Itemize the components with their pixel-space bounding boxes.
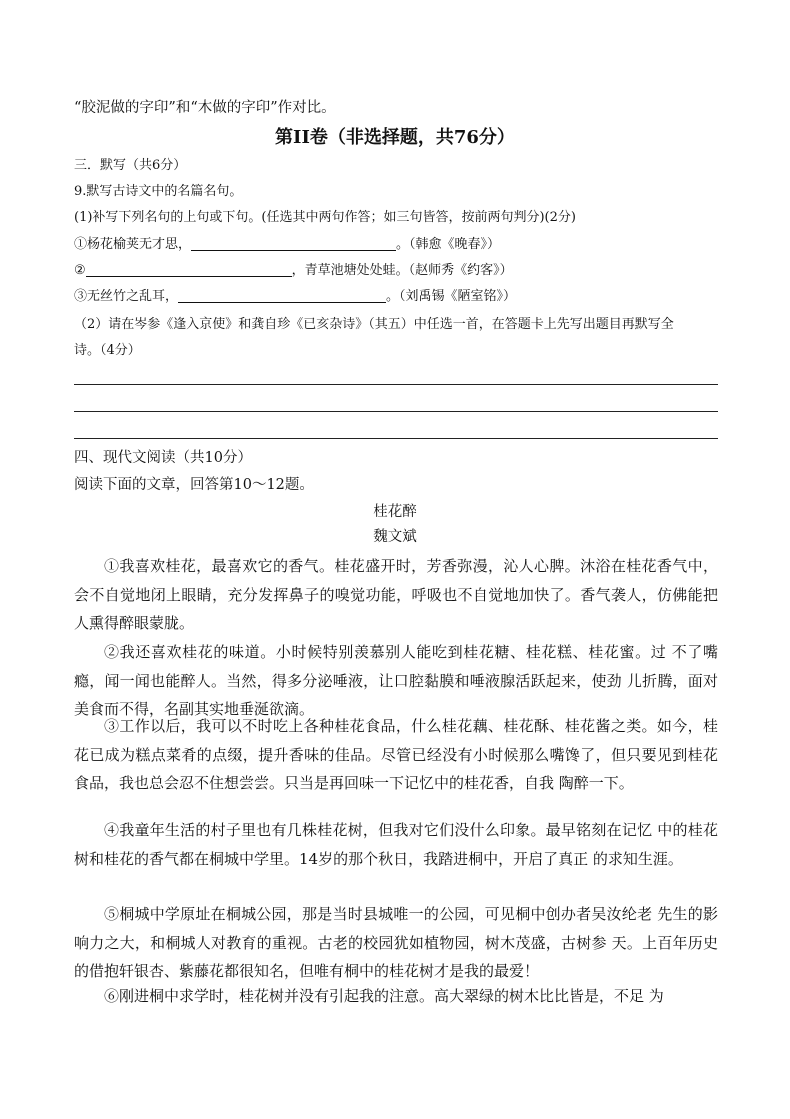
fill-item-2-prefix: ② bbox=[74, 263, 86, 278]
fill-item-2-suffix: ，青草池塘处处蛙。（赵师秀《约客》） bbox=[291, 263, 513, 278]
reading-instructions: 阅读下面的文章，回答第10～12题。 bbox=[74, 477, 314, 493]
volume-title: 第II卷（非选择题，共76分） bbox=[275, 127, 515, 148]
previous-question-tail: “胶泥做的字印”和“木做的字印”作对比。 bbox=[74, 100, 336, 116]
article-paragraph-3: ③工作以后，我可以不时吃上各种桂花食品，什么桂花藕、桂花酥、桂花酱之类。如今，桂花已成为糕点菜肴的点缀，提升香味的佳品。尽管已经没有小时候那么嘴馋了，但只要见到桂花食品，我也总会忍不住想尝尝。只当是再回味一下记忆中的桂花香，自我 陶醉一下。 bbox=[74, 717, 718, 792]
article-author: 魏文斌 bbox=[373, 529, 417, 545]
answer-blank-3[interactable] bbox=[178, 288, 386, 303]
answer-blank-2[interactable] bbox=[86, 262, 292, 277]
answer-line-2[interactable] bbox=[74, 411, 718, 412]
fill-item-3-suffix: 。（刘禹锡《陋室铭》） bbox=[386, 289, 517, 304]
question-9-part2-instructions-line2: 诗。（4分） bbox=[74, 343, 141, 358]
question-9: 9.默写古诗文中的名篇名句。 bbox=[74, 184, 243, 199]
answer-blank-1[interactable] bbox=[191, 236, 396, 251]
article-paragraph-5: ⑤桐城中学原址在桐城公园，那是当时县城唯一的公园，可见桐中创办者吴汝纶老 先生的影响力之大，和桐城人对教育的重视。古老的校园犹如植物园，树木茂盛，古树参 天。上百年历史的借抱轩银杏、紫藤花都很知名，但唯有桐中的桂花树才是我的最爱！ bbox=[74, 905, 718, 980]
section3-heading: 三．默写（共6分） bbox=[74, 158, 187, 173]
question-9-part1-instructions: (1)补写下列名句的上句或下句。(任选其中两句作答；如三句皆答，按前两句判分)(2分) bbox=[74, 210, 576, 225]
fill-item-2 bbox=[74, 261, 513, 281]
fill-item-1 bbox=[74, 235, 500, 255]
article-paragraph-1: ①我喜欢桂花，最喜欢它的香气。桂花盛开时，芳香弥漫，沁人心脾。沐浴在桂花香气中，会不自觉地闭上眼睛，充分发挥鼻子的嗅觉功能，呼吸也不自觉地加快了。香气袭人，仿佛能把人熏得醉眼蒙胧。 bbox=[74, 557, 718, 632]
article-title: 桂花醉 bbox=[373, 504, 417, 520]
fill-item-1-prefix: ①杨花榆荚无才思， bbox=[74, 237, 192, 252]
fill-item-3-prefix: ③无丝竹之乱耳， bbox=[74, 289, 179, 304]
article-paragraph-4: ④我童年生活的村子里也有几株桂花树，但我对它们没什么印象。最早铭刻在记忆 中的桂花树和桂花的香气都在桐城中学里。14岁的那个秋日，我踏进桐中，开启了真正 的求知生涯。 bbox=[74, 821, 718, 868]
article-paragraph-2: ②我还喜欢桂花的味道。小时候特别羡慕别人能吃到桂花糖、桂花糕、桂花蜜。过 不了嘴瘾，闻一闻也能醉人。当然，得多分泌唾液，让口腔黏膜和唾液腺活跃起来，使劲 儿折腾，面对美食而不得，名副其实地垂涎欲滴。 bbox=[74, 643, 718, 718]
fill-item-3 bbox=[74, 287, 516, 307]
fill-item-1-suffix: 。（韩愈《晚春》） bbox=[396, 237, 501, 252]
answer-line-1[interactable] bbox=[74, 384, 718, 385]
section4-heading: 四、现代文阅读（共10分） bbox=[74, 450, 252, 466]
article-paragraph-6: ⑥刚进桐中求学时，桂花树并没有引起我的注意。高大翠绿的树木比比皆是，不足 为 bbox=[104, 987, 664, 1005]
question-9-part2-instructions-line1: （2）请在岑参《逢入京使》和龚自珍《已亥杂诗》（其五）中任选一首，在答题卡上先写出题目再默写全 bbox=[74, 317, 674, 332]
answer-line-3[interactable] bbox=[74, 438, 718, 439]
